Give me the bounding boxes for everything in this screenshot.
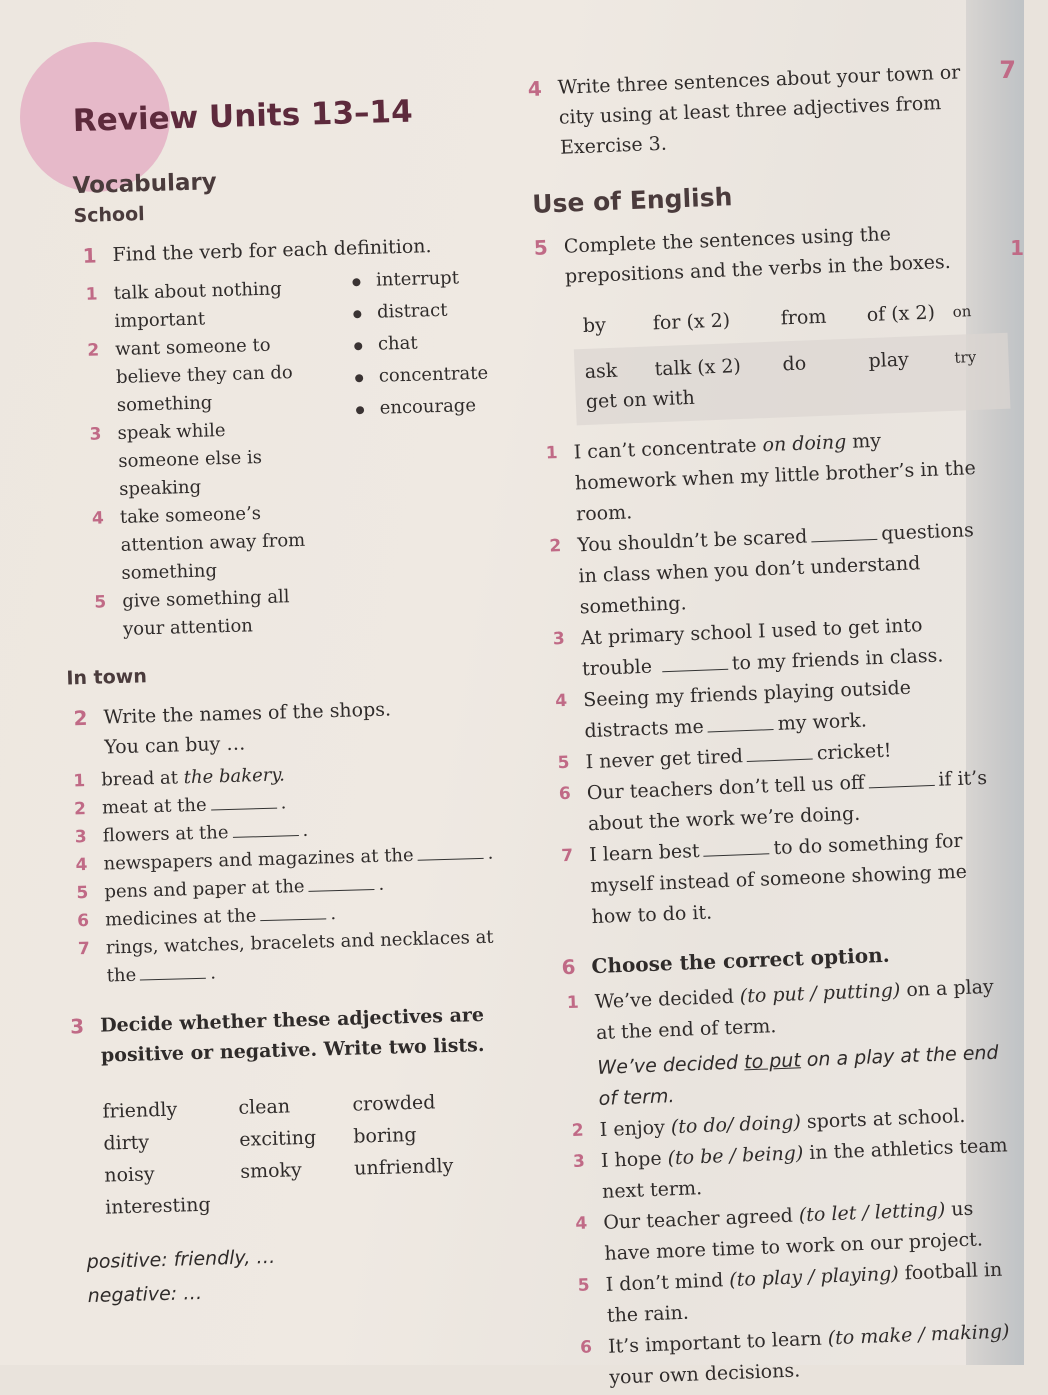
list-item: 3 At primary school I used to get into trouble to my friends in class.	[552, 614, 944, 681]
use-of-english-heading: Use of English	[531, 182, 733, 219]
verb: try	[954, 347, 977, 367]
verbs-box	[574, 333, 1011, 426]
list-item: 3 flowers at the .	[74, 819, 309, 848]
in-town-subheading: In town	[66, 665, 148, 690]
exercise-5-items	[541, 422, 1000, 935]
exercise-instruction: Find the verb for each definition.	[112, 235, 432, 267]
list-item: 1 We’ve decided (to put / putting) on a play at the end of term.	[566, 975, 995, 1045]
list-item: 7 I learn best to do something for myself instead of someone showing me how to do it.	[560, 829, 968, 929]
adjective: noisy	[104, 1163, 155, 1187]
adjective: clean	[238, 1095, 291, 1119]
shops-list	[69, 755, 505, 991]
answer-blank[interactable]	[868, 771, 935, 789]
vocabulary-heading: Vocabulary	[72, 169, 218, 200]
list-item: 2 You shouldn’t be scared questions in class when you don’t understand something.	[548, 519, 975, 619]
school-subheading: School	[73, 203, 145, 228]
adjective: friendly	[102, 1098, 178, 1123]
adjective: crowded	[352, 1091, 436, 1116]
list-item: 1 bread at the bakery.	[73, 764, 286, 792]
verb: play	[868, 348, 910, 373]
answer-blank[interactable]	[417, 844, 483, 861]
exercise-number: 1	[82, 243, 97, 268]
exercise-number: 4	[527, 76, 543, 101]
list-item: 5 give something all your attention	[94, 586, 290, 640]
exercise-instruction: Complete the sentences using the prepositions and the verbs in the boxes.	[563, 223, 952, 288]
exercise-1-body	[81, 267, 495, 645]
answer-blank[interactable]	[308, 875, 374, 892]
list-item: 2 want someone to believe they can do something	[87, 334, 294, 416]
list-item: 5 pens and paper at the .	[76, 873, 385, 904]
answer-blank[interactable]	[811, 525, 878, 543]
verb: ask	[584, 359, 618, 383]
preposition: from	[780, 305, 827, 330]
answer-blank[interactable]	[707, 715, 774, 733]
exercise-number: 2	[73, 705, 88, 731]
exercise-lead: You can buy …	[104, 732, 246, 759]
answer-blank[interactable]	[703, 839, 770, 857]
list-item: 6 medicines at the .	[76, 903, 337, 932]
right-column	[526, 24, 1048, 1395]
exercise-number: 3	[69, 1014, 85, 1039]
verb: do	[782, 352, 807, 376]
list-item: 4 take someone’s attention away from something	[91, 502, 306, 584]
answer-blank[interactable]	[662, 655, 729, 673]
verb-list	[350, 262, 496, 638]
preposition: for (x 2)	[652, 309, 731, 335]
negative-list: negative: …	[87, 1281, 203, 1308]
verb: get on with	[585, 386, 696, 413]
answer-blank[interactable]	[140, 964, 206, 981]
list-item: 5 I don’t mind (to play / playing) football in the rain.	[577, 1258, 1003, 1327]
list-item: 5 I never get tired cricket!	[557, 739, 892, 774]
preposition: on	[952, 302, 972, 321]
preposition: by	[582, 314, 607, 338]
answer-blank[interactable]	[210, 794, 276, 811]
margin-mark: 1	[1010, 236, 1024, 260]
verb-item: chat	[352, 326, 488, 362]
list-item: 1 talk about nothing important	[85, 278, 283, 333]
page-title: Review Units 13–14	[72, 93, 414, 140]
exercise-instruction: Choose the correct option.	[591, 942, 891, 979]
left-column	[40, 78, 514, 1308]
list-item: 4 Our teacher agreed (to let / letting) us have more time to work on our project.	[575, 1197, 984, 1265]
list-item: 6 It’s important to learn (to make / making) your own decisions.	[579, 1320, 1010, 1389]
list-item: 3 I hope (to be / being) in the athletics team next term.	[572, 1134, 1008, 1203]
answer-blank[interactable]	[260, 904, 326, 921]
exercise-number: 6	[561, 954, 576, 980]
adjective: exciting	[239, 1126, 317, 1151]
definitions-list	[81, 275, 312, 645]
verb: talk (x 2)	[654, 354, 742, 381]
verb-item: concentrate	[352, 358, 488, 394]
verb-item: interrupt	[350, 262, 486, 298]
answer-blank[interactable]	[747, 745, 814, 763]
preposition: of (x 2)	[866, 301, 936, 327]
list-item: 4 newspapers and magazines at the .	[75, 842, 494, 876]
list-item: 6 Our teachers don’t tell us off if it’s about the work we’re doing.	[558, 766, 988, 836]
exercise-6-items	[562, 971, 1017, 1395]
positive-list: positive: friendly, …	[86, 1245, 276, 1274]
adjective: interesting	[104, 1193, 211, 1219]
margin-page-number: 7	[999, 56, 1016, 84]
list-item: 2 I enjoy (to do/ doing) sports at school.	[571, 1104, 966, 1142]
exercise-instruction: Decide whether these adjectives are positive or negative. Write two lists.	[99, 1003, 485, 1067]
adjective: boring	[353, 1123, 417, 1148]
list-item: 2 meat at the .	[73, 792, 287, 820]
exercise-instruction: Write the names of the shops.	[103, 698, 392, 729]
answer-blank[interactable]	[232, 821, 298, 838]
exercise-3-title	[70, 1000, 502, 1072]
adjective-grid	[102, 1085, 511, 1222]
verb-item: distract	[351, 294, 487, 330]
exercise-instruction: Write three sentences about your town or city using at least three adjectives from Exercise 3.	[557, 61, 961, 159]
exercise-5-title	[533, 216, 985, 293]
list-item: 1 I can’t concentrate on doing my homework when my little brother’s in the room.	[545, 429, 977, 526]
adjective: dirty	[103, 1131, 150, 1155]
exercise-number: 5	[533, 235, 549, 260]
list-item: 3 speak while someone else is speaking	[89, 419, 263, 500]
adjective: unfriendly	[353, 1154, 454, 1180]
example-answer: We’ve decided to put on a play at the end of term.	[597, 1041, 999, 1110]
adjective: smoky	[239, 1159, 303, 1183]
list-item: 4 Seeing my friends playing outside distracts me my work.	[554, 676, 912, 743]
list-item: 7 rings, watches, bracelets and necklaces at the .	[77, 926, 494, 987]
verb-item: encourage	[353, 390, 489, 426]
exercise-2-title	[73, 691, 499, 763]
exercise-4-title	[527, 57, 980, 164]
